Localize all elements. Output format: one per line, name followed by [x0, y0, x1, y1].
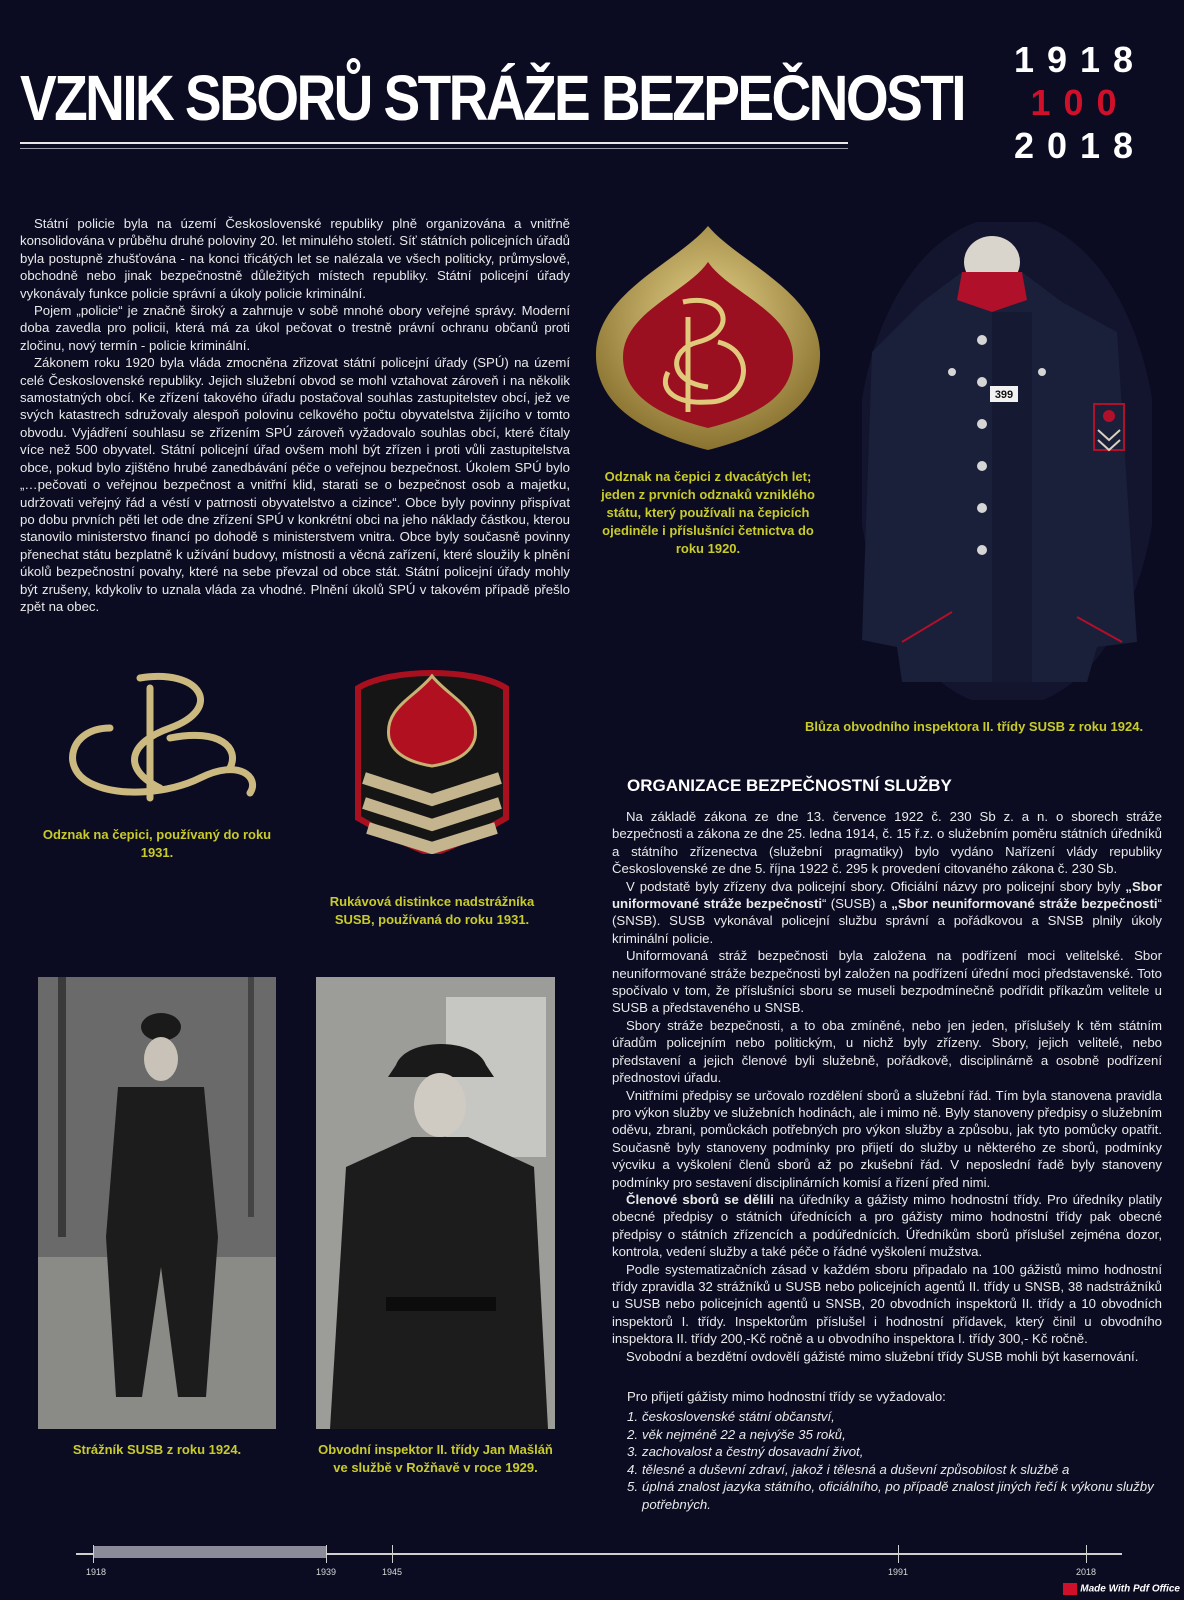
requirements-title: Pro přijetí gážisty mimo hodnostní třídy se vyžadovalo: — [627, 1389, 946, 1404]
year-start: 1918 — [1013, 39, 1147, 80]
caption-tunic: Blůza obvodního inspektora II. třídy SUSB z roku 1924. — [805, 719, 1144, 734]
list-item: 1. československé státní občanství, — [627, 1409, 835, 1424]
title-underline — [20, 142, 848, 144]
org-paragraph: V podstatě byly zřízeny dva policejní sbory. Oficiální názvy pro policejní sbory byly „Sbor uniformované stráže bezpečnosti“ (SUSB) a „Sbor neuniformované stráže bezpečnosti“ (SNSB). SUSB vykonával policejní službu správní a pořádkovou a SNSB plnily úkoly kriminální policie. — [612, 878, 1162, 946]
cap-badge-1931-image — [50, 668, 270, 808]
timeline-tick — [326, 1545, 327, 1563]
timeline-label: 1939 — [315, 1567, 337, 1577]
timeline-highlight-period — [93, 1546, 326, 1558]
list-item: 2. věk nejméně 22 a nejvýše 35 roků, — [627, 1426, 846, 1442]
photo-inspector-1929 — [316, 977, 555, 1429]
org-paragraph: Členové sborů se dělili na úředníky a gážisty mimo hodnostní třídy. Pro úředníky platily obecné předpisy o státních úřednících a pro gážisty mimo hodnostní třídy pak obecné předpisy o státních zřízencích a podúřednících. Úředníkům sborů příslušel zejména dozor, kontrola, vedení služby a také péče o řádné vyškolení mužstva. — [612, 1191, 1163, 1260]
title-underline-thin — [20, 148, 848, 149]
timeline-tick — [898, 1545, 899, 1563]
org-paragraph: Uniformovaná stráž bezpečnosti byla založena na podřízení moci velitelské. Sbor neuniformované stráže bezpečnosti byl založen na podřízení úřední moci představenské. Toto spočívalo v tom, že příslušníci sboru se museli bezpodmínečně podřídit příkazům velitele u SUSB a představeného u SNSB. — [612, 948, 1162, 1016]
cap-badge-1920-image — [588, 222, 828, 457]
intro-paragraph: Pojem „policie“ je značně široký a zahrnuje v sobě mnohé obory veřejné správy. Moderní doba zavedla pro policii, která má za úkol pečovat o trestně právní ochranu občanů proti zločinu, nový termín - policie kriminální. — [20, 303, 570, 353]
brand-logo-icon — [1063, 1583, 1077, 1595]
org-paragraph: Podle systematizačních zásad v každém sboru připadalo na 100 gážistů mimo hodnostní třídy zpravidla 32 strážníků u SUSB nebo policejních agentů II. třídy u SNSB, 38 nadstrážníků u SUSB nebo policejních agentů u SNSB, 20 obvodních inspektorů II. třídy a 10 obvodních inspektorů I. třídy. Inspektorům příslušel i hodnostní přídavek, který činil u obvodního inspektora II. třídy 200,-Kč ročně a u obvodního inspektora I. třídy 300,- Kč ročně. — [612, 1261, 1162, 1347]
tunic-number-tag: 399 — [994, 389, 1014, 401]
intro-paragraph: Zákonem roku 1920 byla vláda zmocněna zřizovat státní policejní úřady (SPÚ) na území celé Československé republiky. Jejich služební obvod se mohl vztahovat zároveň i na několik samostatných obcí. Ke zřízení takového úřadu postačoval souhlas zastupitelstev obcí, jež ve svých katastrech sdružovaly alespoň polovinu celkového počtu obyvatelstva žijícího v tomto obvodu. Vyjádření souhlasu se zřízením SPÚ zároveň vyžadovalo souhlas obcí, které čítaly více než 500 obyvatel. Státní policejní úřad ovšem mohl být zřízen i proti vůli zastupitelstva obce, pokud bylo zjištěno hrubé zanedbávání péče o veřejnou bezpečnost. Úkolem SPÚ bylo „…pečovati o veřejnou bezpečnost a vnitřní klid, starati se o bezpečnost osob a majetku, udržovati veřejný řád a véstí v patrnosti obyvatelstvo a cizince“. Obce byly povinny přispívat po dobu prvních pěti let ode dne zřízení SPÚ v konkrétní obci na jeho náklady částkou, kterou stanovilo ministerstvo financí po dohodě s ministerstvem vnitra. Obce byly současně povinny přenechat státu bezplatně k užívání budovy, místnosti a věcná zařízení, které sloužily k plnění úkolů bezpečnostní povahy, které na sebe převzal od obce stát. Státní policejní úřady mohly být zrušeny, kdykoliv to uznala vláda za vhodné. Plnění úkolů SPÚ v takovém případě přešlo zpět na obec. — [20, 355, 570, 614]
photo-guard-1924 — [38, 977, 276, 1429]
sleeve-insignia-image — [350, 668, 514, 854]
timeline-label: 2018 — [1075, 1567, 1097, 1577]
caption-guard-1924: Strážník SUSB z roku 1924. — [72, 1442, 242, 1457]
list-item: 4. tělesné a duševní zdraví, jakož i tělesná a duševní způsobilost k službě a — [627, 1461, 1070, 1477]
requirements-list — [627, 1408, 1167, 1514]
timeline-tick — [1086, 1545, 1087, 1563]
caption-sleeve: Rukávová distinkce nadstrážníka SUSB, používaná do roku 1931. — [329, 894, 535, 927]
intro-text — [20, 215, 570, 615]
section-heading-organization: ORGANIZACE BEZPEČNOSTNÍ SLUŽBY — [627, 776, 952, 795]
org-paragraph: Na základě zákona ze dne 13. července 1922 č. 230 Sb z. a n. o sborech stráže bezpečnosti a zákona ze dne 25. ledna 1914, č. 15 ř.z. o služebním poměru státních úředníků a státního zřízenectva (služební pragmatiky) bylo vydáno Nařízení vlády republiky Československé ze dne 5. října 1922 č. 295 k provedení citovaného zákona č. 230 Sb. — [612, 809, 1162, 877]
org-paragraph: Vnitřními předpisy se určovalo rozdělení sborů a služební řád. Tím byla stanovena pravidla pro výkon služby ve služebních hodinách, ale i mimo ně. Byly stanoveny předpisy o služebním oděvu, zbrani, pomůckách potřebných pro výkon služby a způsobu, jak tyto pomůcky opatřit. Současně byly stanoveny podmínky pro přijetí do služby u některého ze sborů, podmínky výcviku a vyškolení členů sborů až po zkušební řád. V neposlední řadě byly stanoveny podmínky pro sestavení disciplinárních komisí a řízení před nimi. — [612, 1087, 1162, 1190]
page-title: VZNIK SBORŮ STRÁŽE BEZPEČNOSTI — [20, 62, 964, 134]
organization-text — [612, 808, 1162, 1365]
caption-badge-1920: Odznak na čepici z dvacátých let; jeden z prvních odznaků vzniklého státu, který používali na čepicích ojediněle i příslušníci četnictva do roku 1920. — [601, 469, 815, 556]
caption-inspector-1929: Obvodní inspektor II. třídy Jan Mašláň ve službě v Rožňavě v roce 1929. — [318, 1442, 553, 1475]
timeline-label: 1945 — [381, 1567, 403, 1577]
footer-brand: Made With Pdf Office — [1063, 1583, 1180, 1595]
timeline-label: 1918 — [85, 1567, 107, 1577]
tunic-image — [862, 222, 1152, 700]
timeline-label: 1991 — [887, 1567, 909, 1577]
timeline-tick — [392, 1545, 393, 1563]
timeline-tick — [93, 1545, 94, 1563]
year-end: 2018 — [1013, 125, 1147, 166]
year-anniversary: 100 — [1030, 82, 1130, 123]
list-item: 5. úplná znalost jazyka státního, oficiálního, po případě znalost jiných řečí k výkonu služby potřebných. — [627, 1479, 1154, 1512]
org-paragraph: Svobodní a bezdětní ovdovělí gážisté mimo služební třídy SUSB mohli být kasernování. — [626, 1348, 1139, 1364]
caption-badge-1931: Odznak na čepici, používaný do roku 1931. — [42, 827, 272, 860]
list-item: 3. zachovalost a čestný dosavadní život, — [627, 1444, 864, 1460]
org-paragraph: Sbory stráže bezpečnosti, a to oba zmíněné, nebo jen jeden, příslušely k těm státním úřadům policejním nebo politickým, u nichž byly zřízeny. Sbory, jejich velitelé, nebo představení a jejich členové byli služebně, pořádkově, disciplinárně a osobně podřízení přednostovi úřadu. — [612, 1017, 1162, 1086]
intro-paragraph: Státní policie byla na území Československé republiky plně organizována a vnitřně konsolidována v průběhu druhé poloviny 20. let minulého století. Síť státních policejních úřadů byla postupně zhušťována - na konci třicátých let se nalézala ve všech politicky, průmyslově, obchodně nebo jinak bezpečnostně důležitých místech republiky. Státní policejní úřady vykonávaly funkce policie správní a úkoly policie kriminální. — [20, 216, 570, 301]
